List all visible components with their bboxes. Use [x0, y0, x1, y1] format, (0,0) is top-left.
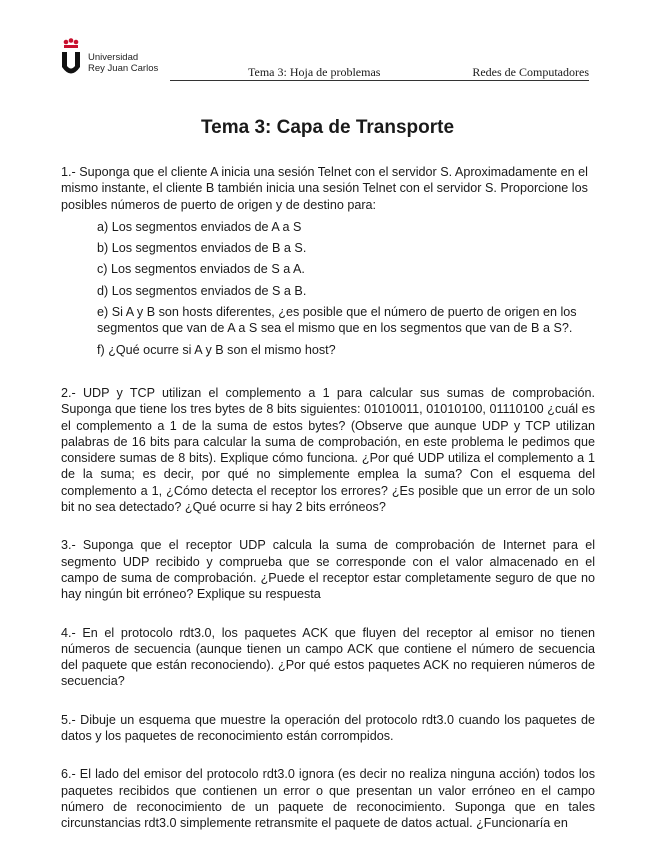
university-line2: Rey Juan Carlos [88, 63, 159, 74]
problem-1-item-e: e) Si A y B son hosts diferentes, ¿es posible que el número de puerto de origen en los segmentos que van de A a S sea el mismo que en los segmentos que van de B a S?. [97, 305, 577, 336]
problem-5: 5.- Dibuje un esquema que muestre la operación del protocolo rdt3.0 cuando los paquetes de datos y los paquetes de reconocimiento están corrompidos. [61, 712, 595, 744]
problem-1-items [97, 219, 595, 358]
problem-2: 2.- UDP y TCP utilizan el complemento a 1 para calcular sus sumas de comprobación. Suponga que tiene los tres bytes de 8 bits siguientes: 01010011, 01010100, 01110100 ¿cuál es el complemento a 1 de la suma de estos bytes? (Observe que aunque UDP y TCP utilizan palabras de 16 bits para calcular la suma de comprobación, en este problema le pedimos que considere sumas de 8 bits). Explique cómo funciona. ¿Por qué UDP utiliza el complemento a 1 de la suma; es decir, por qué no simplemente emplea la suma? Con el esquema del complemento a 1, ¿Cómo detecta el receptor los errores? ¿Es posible que un error de un solo bit no sea detectado? ¿Qué ocurre si hay 2 bits erróneos? [61, 385, 595, 515]
urjc-logo-icon [60, 38, 82, 76]
problem-1-item-d: d) Los segmentos enviados de S a B. [97, 283, 307, 298]
problem-1-item-b: b) Los segmentos enviados de B a S. [97, 241, 307, 256]
problem-4: 4.- En el protocolo rdt3.0, los paquetes ACK que fluyen del receptor al emisor no tienen números de secuencia (aunque tienen un campo ACK que contiene el número de secuencia del paquete que están reconociendo). ¿Por qué estos paquetes ACK no requieren números de secuencia? [61, 625, 595, 689]
page-title: Tema 3: Capa de Transporte [200, 117, 455, 138]
problem-1-item-a: a) Los segmentos enviados de A a S [97, 219, 302, 234]
header-topic: Tema 3: Hoja de problemas [248, 65, 381, 79]
spacer [61, 603, 595, 625]
spacer [61, 690, 595, 712]
spacer [61, 363, 595, 385]
problem-3: 3.- Suponga que el receptor UDP calcula la suma de comprobación de Internet para el segmento UDP recibido y comprueba que se corresponde con el valor almacenado en el campo de suma de comprobación. ¿Puede el receptor estar completamente seguro de que no hay ningún bit erróneo? Explique su respuesta [61, 538, 595, 602]
problem-list [61, 164, 595, 832]
university-line1: Universidad [88, 52, 139, 63]
header-rule [170, 80, 589, 81]
spacer [61, 515, 595, 537]
problem-1: 1.- Suponga que el cliente A inicia una sesión Telnet con el servidor S. Aproximadamente en el mismo instante, el cliente B también inicia una sesión Telnet con el servidor S. Proporcione los posibles números de puerto de origen y de destino para: [61, 165, 588, 212]
university-name [88, 52, 158, 74]
problem-1-item-c: c) Los segmentos enviados de S a A. [97, 262, 305, 277]
spacer [61, 744, 595, 766]
problem-1-item-f: f) ¿Qué ocurre si A y B son el mismo host? [97, 342, 336, 357]
university-logo [60, 38, 170, 78]
problem-6: 6.- El lado del emisor del protocolo rdt3.0 ignora (es decir no realiza ninguna acción) todos los paquetes recibidos que contienen un error o que presentan un valor erróneo en el campo número de reconocimiento de un paquete de reconocimiento. Suponga que en tales circunstancias rdt3.0 simplemente retransmite el paquete de datos actual. ¿Funcionaría en [61, 767, 595, 831]
header-course: Redes de Computadores [472, 65, 589, 79]
page-header [0, 0, 655, 90]
